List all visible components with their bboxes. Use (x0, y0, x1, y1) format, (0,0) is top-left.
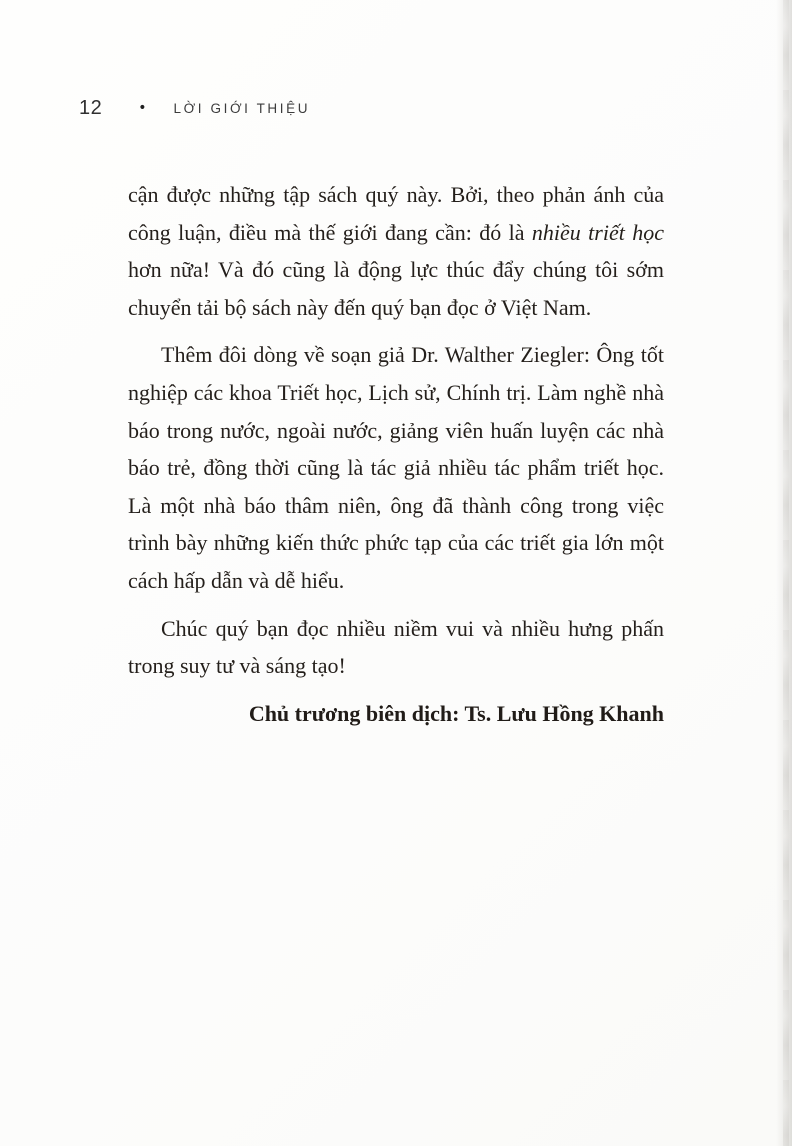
paragraph-2: Thêm đôi dòng về soạn giả Dr. Walther Ziegler: Ông tốt nghiệp các khoa Triết học, Lịch sử, Chính trị. Làm nghề nhà báo trong nước, ngoài nước, giảng viên huấn luyện các nhà báo trẻ, đồng thời cũng là tác giả nhiều tác phẩm triết học. Là một nhà báo thâm niên, ông đã thành công trong việc trình bày những kiến thức phức tạp của các triết gia lớn một cách hấp dẫn và dễ hiểu. (128, 342, 664, 593)
bullet-icon: • (138, 100, 147, 116)
paragraph-1 (128, 176, 664, 326)
page-edge-shadow (776, 0, 792, 1146)
paragraph-3: Chúc quý bạn đọc nhiều niềm vui và nhiều hưng phấn trong suy tư và sáng tạo! (128, 615, 664, 679)
paragraph-1-text-after: hơn nữa! Và đó cũng là động lực thúc đẩy chúng tôi sớm chuyển tải bộ sách này đến quý bạn đọc ở Việt Nam. (128, 257, 664, 320)
paragraph-1-text-before: cận được những tập sách quý này. Bởi, theo phản ánh của công luận, điều mà thế giới đang cần: đó là (128, 182, 664, 245)
translation-credit-line: Chủ trương biên dịch: Ts. Lưu Hồng Khanh (248, 700, 664, 726)
page-number: 12 (79, 96, 103, 119)
italic-phrase: nhiều triết học (531, 219, 664, 245)
page-body-text (128, 176, 664, 742)
chapter-header-title: LỜI GIỚI THIỆU (173, 100, 311, 116)
running-header (79, 96, 310, 120)
